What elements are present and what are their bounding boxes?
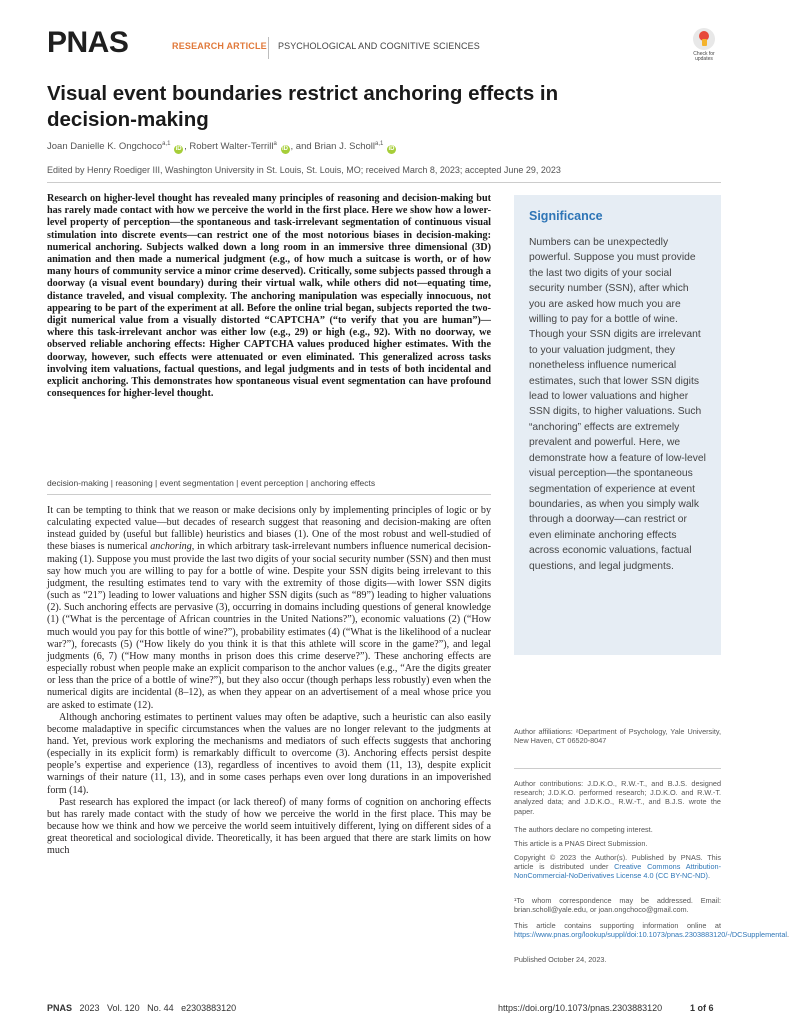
page-number: 1 of 6 — [690, 1003, 714, 1013]
author-affiliation-mark: a — [273, 141, 277, 147]
author-affiliation-mark: a,1 — [375, 141, 384, 147]
author-contributions: Author contributions: J.D.K.O., R.W.-T., and B.J.S. designed research; J.D.K.O. performed research; J.D.K.O. and R.W.-T. analyzed data; and J.D.K.O., R.W.-T., and B.J.S. wrote the paper. — [514, 779, 721, 816]
article-title: Visual event boundaries restrict anchoring effects in decision-making — [47, 82, 559, 131]
supporting-information — [514, 921, 789, 940]
significance-text: Numbers can be unexpectedly powerful. Suppose you must provide the last two digits of your social security number (SSN), after which you are asked how much you are willing to pay for a bottle of wine. Though your SSN digits are irrelevant to your valuation judgment, they nonetheless influence numerical estimates, such that lower SSN digits lead to lower valuations and higher SSN digits, to higher valuations. Such “anchoring” effects are extremely prevalent and powerful. Here, we demonstrate how a feature of low-level visual perception—the spontaneous segmentation of experience at event boundaries, as when you simply walk through a doorway—can restrict or even eliminate anchoring effects across economic valuations, factual questions, and legal judgments. — [529, 237, 706, 572]
divider — [47, 182, 721, 183]
published-date: Published October 24, 2023. — [514, 955, 607, 964]
support-text: This article contains supporting information online at — [514, 921, 721, 930]
author-name[interactable]: Joan Danielle K. Ongchoco — [47, 141, 163, 153]
supplement-link[interactable]: https://www.pnas.org/lookup/suppl/doi:10.1073/pnas.2303883120/-/DCSupplemental — [514, 930, 788, 940]
footer-journal: PNAS — [47, 1003, 73, 1013]
significance-heading: Significance — [529, 209, 603, 223]
license-link[interactable]: Creative Commons Attribution-NonCommercial-NoDerivatives License 4.0 (CC BY-NC-ND) — [514, 862, 721, 881]
support-text-end: . — [787, 930, 789, 940]
author-list: Joan Danielle K. Ongchoco$^{a,1}$ iD , Robert Walter-Terrill$^a$ iD , and Brian J. Scholl$^{a,1}$ iD — [47, 141, 395, 153]
footer-citation — [47, 1004, 236, 1013]
divider — [514, 768, 721, 769]
correspondence: ¹To whom correspondence may be addressed. Email: brian.scholl@yale.edu, or joan.ongchoco@gmail.com. — [514, 896, 721, 915]
divider — [47, 494, 491, 495]
author-name[interactable]: Robert Walter-Terrill — [189, 141, 274, 153]
copyright-text: Copyright © 2023 the Author(s). Published by PNAS. This article is distributed under — [514, 853, 721, 872]
check-for-updates-icon — [693, 28, 715, 50]
orcid-icon[interactable]: iD — [282, 146, 288, 153]
author-affiliation-mark: a,1 — [162, 141, 171, 147]
article-section: PSYCHOLOGICAL AND COGNITIVE SCIENCES — [278, 41, 480, 51]
direct-submission: This article is a PNAS Direct Submission. — [514, 839, 648, 848]
editor-and-dates: Edited by Henry Roediger III, Washington University in St. Louis, St. Louis, MO; received March 8, 2023; accepted June 29, 2023 — [47, 165, 561, 175]
check-for-updates-label: Check for updates — [693, 51, 715, 62]
article-type: RESEARCH ARTICLE — [172, 41, 267, 51]
keywords: decision-making | reasoning | event segmentation | event perception | anchoring effects — [47, 478, 376, 488]
copyright-notice — [514, 853, 721, 881]
abstract: Research on higher-level thought has revealed many principles of reasoning and decision-making but has rarely made contact with how we perceive the world in the first place. Here we show how a lower-level property of perception—the spontaneous and task-irrelevant segmentation of continuous visual stimulation into discrete events—can restrict one of the most notorious biases in decision-making: numerical anchoring. Subjects walked down a long room in an immersive three dimensional (3D) animation and then made a numerical judgment (e.g., of how much a suitcase is worth, or of how many hours of community service a minor crime deserved). Critically, some subjects passed through a doorway (a visual event boundary) during their virtual walk, while others did not—equating time, distance traveled, and visual complexity. The anchoring manipulation was especially innocuous, not appearing to be part of the experiment at all. Before the online trial began, subjects reported the two-digit numerical value from a visually distorted “CAPTCHA” (“to verify that you are human”)—where this task-irrelevant anchor was either low (e.g., 29) or high (e.g., 92). With no doorway, we observed reliable anchoring effects: Higher CAPTCHA values produced higher estimates. With the doorway, however, such effects were attenuated or even eliminated. This generalized across tasks involving item valuations, factual questions, and legal judgments and in tests of both incidental and explicit anchoring. This demonstrates how spontaneous visual event segmentation can have profound consequences for higher-level thought. — [47, 193, 491, 400]
paragraph-text: It can be tempting to think that we reason or make decisions only by implementing principles of logic or by calculating expected value—but decades of research suggest that reasoning and decision-making are often instead guided by (useful but fallible) heuristics and biases (1). One of the most robust and well-studied of these biases is numerical — [47, 505, 491, 553]
orcid-icon[interactable]: iD — [388, 146, 395, 153]
paragraph: Although anchoring estimates to pertinent values may often be adaptive, such a heuristic can also easily become maladaptive in specific circumstances when the values are no longer relevant to the judgments at hand. Yet, previous work exploring the mechanisms and mediators of such effects suggests that anchoring (especially in its explicit form) is remarkably difficult to overcome (3). Anchoring effects persist despite people’s expertise and experience (13), regardless of incentives to avoid them (11, 13), despite explicit warnings of their nature (11, 13), and in some cases perhaps even over long durations in an impoverished form (14). — [47, 711, 491, 796]
significance-box — [514, 195, 721, 655]
emphasis-text: anchoring — [150, 541, 192, 553]
header-divider — [268, 37, 269, 59]
orcid-icon[interactable]: iD — [175, 146, 182, 153]
check-for-updates-button[interactable] — [686, 28, 722, 66]
author-name[interactable]: and Brian J. Scholl — [295, 141, 375, 153]
paragraph-text: , in which arbitrary task-irrelevant numbers influence numerical decision-making (1). Suppose you must provide the last two digits of your social security number (SSN) and then must say how much you are willing to pay for a bottle of wine. Despite your SSN digits being irrelevant to this judgment, the resulting estimates tend to vary with the extremity of those digits—with lower SSN digits (such as “21”) leading to lower valuations and higher SSN digits (such as “89”) leading to higher valuations (2). Such anchoring effects are pervasive (3), occurring in domains including questions of general knowledge (1) (“What is the percentage of African countries in the United Nations?”), economic valuations (2) (“How much would you pay for this bottle of wine?”), probability estimates (4) (“What is the likelihood of a nuclear war?”), forecasts (5) (“How likely do you think it is that this athlete will score in the game?”), and legal judgments (6, 7) (“How many months in prison does this crime deserve?”). These anchoring effects are especially robust when people make an explicit comparison to the anchor values (e.g., “Are the digits greater or less than the price of a bottle of wine?”), but they also occur (though perhaps less robustly) even when the numerical digits are incidental (8–12), as when they appear on an advertisement of a meal whose price you are asked to estimate (12). — [47, 541, 491, 711]
main-text — [47, 505, 491, 858]
copyright-text-end: . — [707, 871, 710, 881]
journal-logo: PNAS — [47, 26, 129, 59]
paragraph: Past research has explored the impact (or lack thereof) of many forms of cognition on anchoring effects but has rarely made contact with the study of how we perceive the world in the first place. This may be because how we think and how we perceive the world seem intuitively different, lying on different sides of a great theoretical and sociological divide. Theoretically, it has been argued that there are stark limits on how much — [47, 796, 491, 857]
author-affiliations: Author affiliations: ᵃDepartment of Psychology, Yale University, New Haven, CT 06520-8047 — [514, 727, 721, 746]
footer-issue: 2023 Vol. 120 No. 44 e2303883120 — [79, 1003, 237, 1013]
paragraph — [47, 505, 491, 712]
footer-doi-link[interactable]: https://doi.org/10.1073/pnas.2303883120 — [498, 1003, 663, 1013]
competing-interests: The authors declare no competing interest. — [514, 825, 653, 834]
